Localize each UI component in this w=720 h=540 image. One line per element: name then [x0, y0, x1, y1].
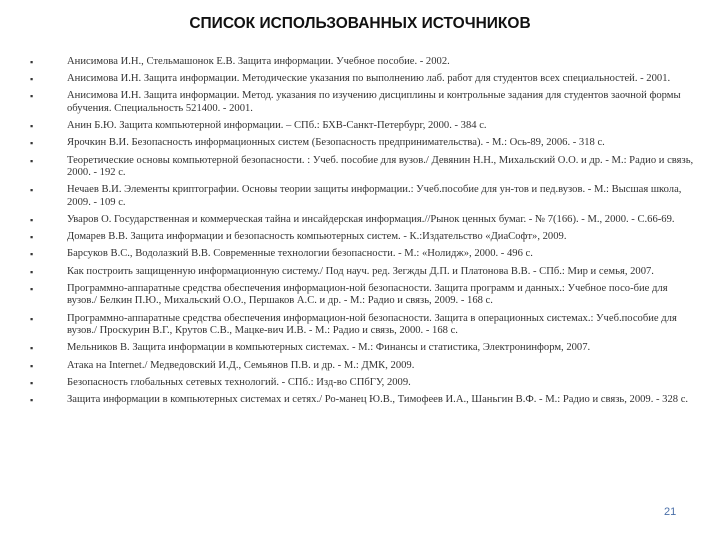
reference-item — [30, 90, 695, 115]
bullet-icon: ▪ — [30, 266, 34, 277]
reference-text: Анин Б.Ю. Защита компьютерной информации. – СПб.: БХВ-Санкт-Петербург, 2000. - 384 с. — [67, 120, 487, 132]
bullet-icon: ▪ — [30, 155, 34, 166]
bullet-icon: ▪ — [30, 313, 34, 324]
reference-item — [30, 120, 695, 133]
reference-text: Анисимова И.Н. Защита информации. Метод. указания по изучению дисциплины и контрольные задания для студентов заочной формы обучения. Специальность 521400. - 2001. — [67, 90, 681, 114]
reference-item — [30, 56, 695, 69]
reference-item — [30, 266, 695, 279]
bullet-icon: ▪ — [30, 360, 34, 371]
reference-item — [30, 248, 695, 261]
reference-item — [30, 394, 695, 407]
reference-item — [30, 184, 695, 209]
bullet-icon: ▪ — [30, 249, 34, 260]
reference-text: Как построить защищенную информационную систему./ Под науч. ред. Зегжды Д.П. и Платонова В.В. - СПб.: Мир и семья, 2007. — [67, 265, 654, 277]
reference-item — [30, 73, 695, 86]
bullet-icon: ▪ — [30, 185, 34, 196]
reference-item — [30, 137, 695, 150]
reference-text: Программно-аппаратные средства обеспечения информацион-ной безопасности. Защита в операционных системах.: Учеб.пособие для вузов./ Проскурин В.Г., Крутов С.В., Мацке-вич И.В. - М.: Радио и связь, 2000. - 168 с. — [67, 312, 677, 337]
reference-text: Уваров О. Государственная и коммерческая тайна и инсайдерская информация.//Рынок ценных бумаг. - № 7(166). - М., 2000. - С.66-69. — [67, 214, 675, 226]
reference-text: Безопасность глобальных сетевых технологий. - СПб.: Изд-во СПбГУ, 2009. — [67, 376, 411, 388]
reference-item — [30, 360, 695, 373]
reference-item — [30, 214, 695, 227]
reference-item — [30, 231, 695, 244]
bullet-icon: ▪ — [30, 57, 34, 67]
reference-text: Нечаев В.И. Элементы криптографии. Основы теории защиты информации.: Учеб.пособие для ун-тов и пед.вузов. - М.: Высшая школа, 2009. - 109 с. — [67, 184, 682, 208]
bullet-icon: ▪ — [30, 283, 34, 294]
reference-text: Домарев В.В. Защита информации и безопасность компьютерных систем. - К.:Издательство «ДиаСофт», 2009. — [67, 231, 567, 243]
reference-text: Программно-аппаратные средства обеспечения информацион-ной безопасности. Защита программ и данных.: Учебное посо-бие для вузов./ Белкин П.Ю., Михальский О.О., Першаков А.С. и др. - М.: Радио и связь, 2009. - 168 с. — [67, 282, 668, 307]
reference-text: Теоретические основы компьютерной безопасности. : Учеб. пособие для вузов./ Девянин Н.Н., Михальский О.О. и др. - М.: Радио и связь, 2000. - 192 с. — [67, 154, 694, 179]
bullet-icon: ▪ — [30, 394, 34, 405]
reference-text: Ярочкин В.И. Безопасность информационных систем (Безопасность предпринимательства). - М.: Ось-89, 2006. - 318 с. — [67, 137, 605, 149]
reference-item — [30, 313, 695, 338]
bullet-icon: ▪ — [30, 91, 34, 102]
reference-text: Анисимова И.Н., Стельмашонок Е.В. Защита информации. Учебное пособие. - 2002. — [67, 56, 450, 67]
reference-text: Защита информации в компьютерных системах и сетях./ Ро-манец Ю.В., Тимофеев И.А., Шаньгин В.Ф. - М.: Радио и связь, 2009. - 328 с. — [67, 393, 689, 405]
bullet-icon: ▪ — [30, 343, 34, 354]
reference-text: Атака на Internet./ Медведовский И.Д., Семьянов П.В. и др. - М.: ДМК, 2009. — [67, 359, 415, 371]
reference-item — [30, 377, 695, 390]
reference-text: Барсуков В.С., Водолазкий В.В. Современные технологии безопасности. - М.: «Нолидж», 2000. - 496 с. — [67, 248, 533, 260]
reference-item — [30, 342, 695, 355]
reference-text: Анисимова И.Н. Защита информации. Методические указания по выполнению лаб. работ для студентов всех специальностей. - 2001. — [67, 73, 671, 85]
bullet-icon: ▪ — [30, 232, 34, 243]
bullet-icon: ▪ — [30, 377, 34, 388]
page-title: СПИСОК ИСПОЛЬЗОВАННЫХ ИСТОЧНИКОВ — [189, 15, 531, 32]
page-number: 21 — [664, 506, 677, 518]
bullet-icon: ▪ — [30, 121, 34, 132]
reference-item — [30, 283, 695, 308]
reference-list — [30, 56, 695, 411]
reference-text: Мельников В. Защита информации в компьютерных системах. - М.: Финансы и статистика, Электронинформ, 2007. — [67, 342, 591, 354]
reference-item — [30, 155, 695, 180]
bullet-icon: ▪ — [30, 74, 34, 85]
bullet-icon: ▪ — [30, 215, 34, 226]
bullet-icon: ▪ — [30, 138, 34, 149]
